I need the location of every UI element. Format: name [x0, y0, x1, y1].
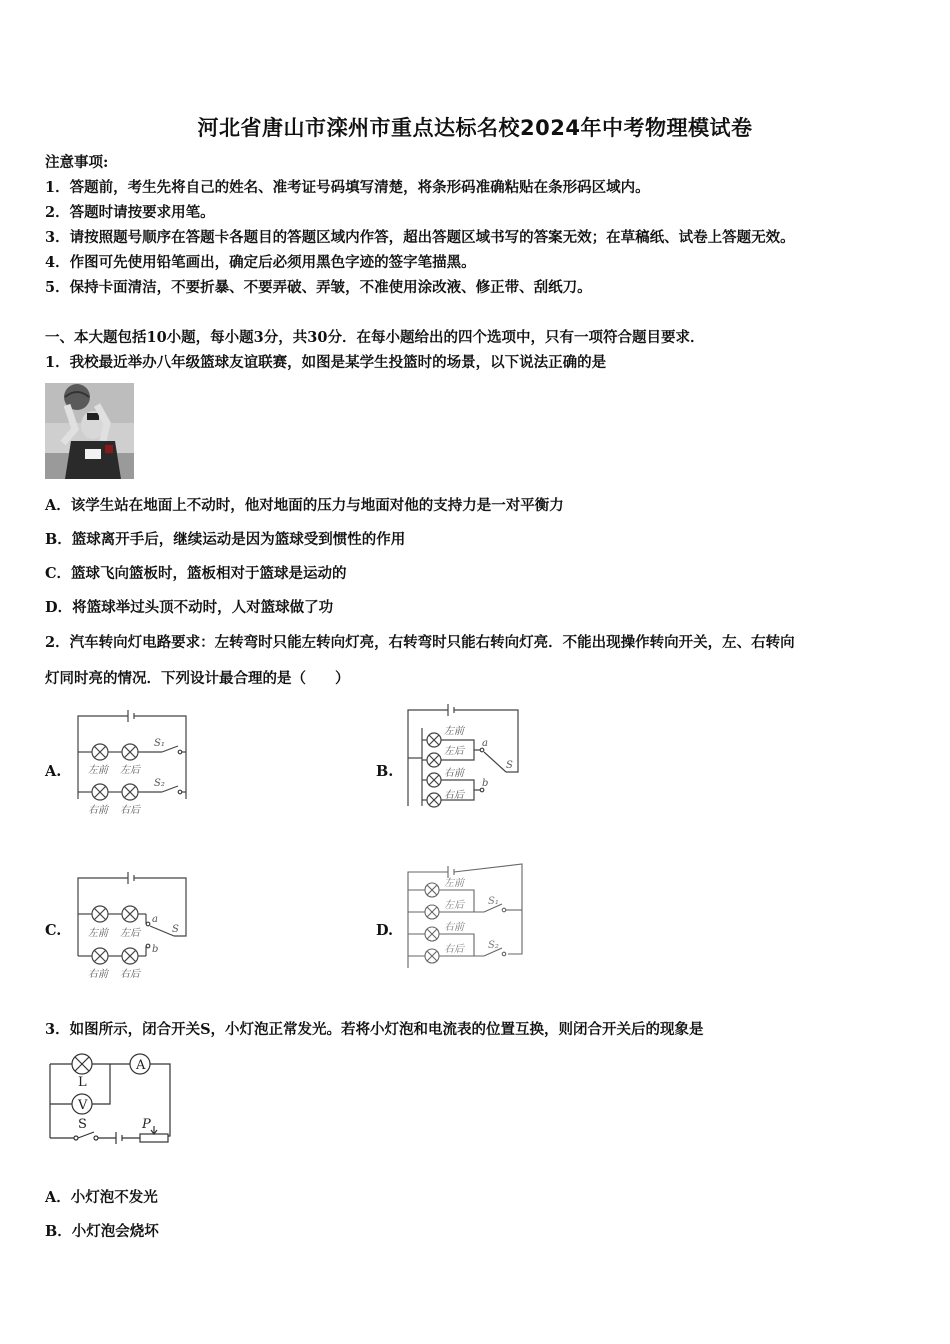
notice-heading: 注意事项:: [45, 154, 109, 171]
switch-label-s: S: [506, 760, 513, 771]
switch-label-s: S: [172, 924, 179, 935]
lamp-label-left-front: 左前: [88, 765, 108, 776]
basketball-player-photo: [45, 383, 134, 479]
switch-label-s1: S₁: [488, 896, 499, 907]
q1-option-c: C．篮球飞向篮板时，篮板相对于篮球是运动的: [45, 565, 347, 582]
lamp-label-left-front: 左前: [88, 928, 108, 939]
q3-option-b: B．小灯泡会烧坏: [45, 1223, 159, 1240]
switch-label: S: [78, 1117, 87, 1132]
voltmeter-label: V: [78, 1098, 88, 1113]
question-1-stem: 1．我校最近举办八年级篮球友谊联赛，如图是某学生投篮时的场景，以下说法正确的是: [45, 354, 607, 371]
switch-label-b: b: [152, 944, 159, 955]
lamp-label-left-rear: 左后: [120, 765, 140, 776]
notice-item: 1．答题前，考生先将自己的姓名、准考证号码填写清楚，将条形码准确粘贴在条形码区域内。: [45, 179, 650, 196]
notice-item: 5．保持卡面清洁，不要折暴、不要弄破、弄皱，不准使用涂改液、修正带、刮纸刀。: [45, 279, 592, 296]
section-heading: 一、本大题包括10小题，每小题3分，共30分．在每小题给出的四个选项中，只有一项符合题目要求．: [45, 329, 705, 346]
lamp-label-right-front: 右前: [88, 805, 108, 816]
lamp-label-left-rear: 左后: [120, 928, 140, 939]
lamp-label-left-front: 左前: [444, 726, 464, 737]
question-3-stem: 3．如图所示，闭合开关S，小灯泡正常发光。若将小灯泡和电流表的位置互换，则闭合开关后的现象是: [45, 1021, 704, 1038]
q1-option-a: A．该学生站在地面上不动时，他对地面的压力与地面对他的支持力是一对平衡力: [45, 497, 564, 514]
question-2-stem: 2．汽车转向灯电路要求：左转弯时只能左转向灯亮，右转弯时只能右转向灯亮．不能出现操作转向开关，左、右转向: [45, 634, 795, 651]
switch-label-a: a: [482, 738, 488, 749]
lamp-label: L: [78, 1075, 87, 1090]
slider-label: P: [142, 1117, 151, 1132]
notice-item: 2．答题时请按要求用笔。: [45, 204, 215, 221]
ammeter-label: A: [136, 1058, 146, 1073]
q1-option-d: D．将篮球举过头顶不动时，人对篮球做了功: [45, 599, 334, 616]
q3-circuit: [44, 1048, 176, 1148]
lamp-label-right-rear: 右后: [444, 790, 464, 801]
lamp-label-left-rear: 左后: [444, 900, 464, 911]
lamp-label-right-front: 右前: [444, 922, 464, 933]
question-2-stem-cont: 灯同时亮的情况．下列设计最合理的是（ ）: [45, 670, 350, 687]
q1-option-b: B．篮球离开手后，继续运动是因为篮球受到惯性的作用: [45, 531, 406, 548]
lamp-label-right-rear: 右后: [120, 805, 140, 816]
lamp-label-right-rear: 右后: [444, 944, 464, 955]
switch-label-b: b: [482, 778, 489, 789]
switch-label-a: a: [152, 914, 158, 925]
q2-circuit-d: [404, 858, 528, 982]
q2-option-a-letter: A.: [45, 763, 62, 780]
switch-label-s2: S₂: [154, 778, 165, 789]
switch-label-s2: S₂: [488, 940, 499, 951]
notice-item: 3．请按照题号顺序在答题卡各题目的答题区域内作答，超出答题区域书写的答案无效；在草稿纸、试卷上答题无效。: [45, 229, 795, 246]
q2-circuit-b: [404, 698, 522, 822]
q2-circuit-a: [74, 704, 192, 820]
notice-item: 4．作图可先使用铅笔画出，确定后必须用黑色字迹的签字笔描黑。: [45, 254, 476, 271]
lamp-label-right-front: 右前: [444, 768, 464, 779]
lamp-label-left-rear: 左后: [444, 746, 464, 757]
q2-circuit-c: [74, 866, 192, 982]
q2-option-c-letter: C.: [45, 922, 62, 939]
q2-option-b-letter: B.: [376, 763, 394, 780]
lamp-label-right-rear: 右后: [120, 969, 140, 980]
lamp-label-right-front: 右前: [88, 969, 108, 980]
page-title: 河北省唐山市滦州市重点达标名校2024年中考物理模试卷: [197, 116, 753, 140]
lamp-label-left-front: 左前: [444, 878, 464, 889]
switch-label-s1: S₁: [154, 738, 165, 749]
q2-option-d-letter: D.: [376, 922, 394, 939]
q3-option-a: A．小灯泡不发光: [45, 1189, 158, 1206]
